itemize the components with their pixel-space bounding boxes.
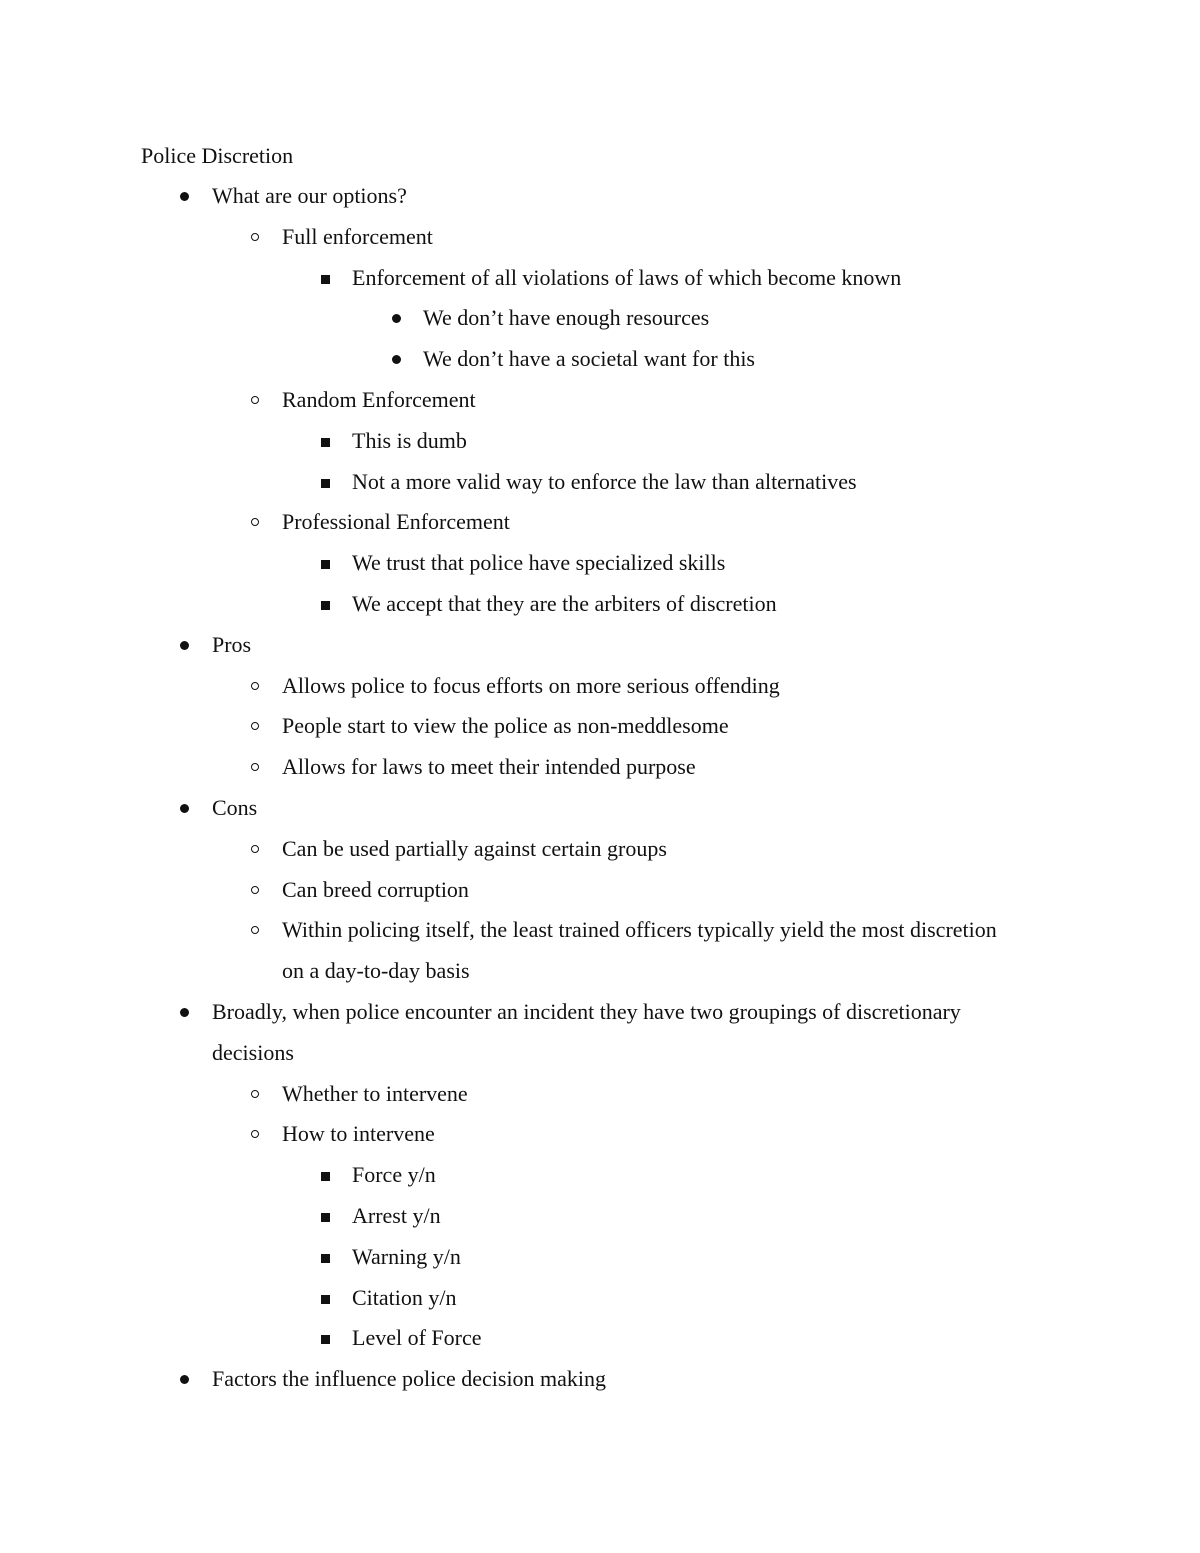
outline-item-level-2-text: Allows police to focus efforts on more serious offending bbox=[282, 672, 780, 698]
disc-bullet-icon bbox=[172, 998, 202, 1026]
square-bullet-icon bbox=[313, 549, 343, 577]
circle-bullet-icon bbox=[243, 1080, 273, 1108]
outline-item-level-2-text: Professional Enforcement bbox=[282, 509, 510, 535]
outline-item-level-3-text: Level of Force bbox=[352, 1325, 482, 1351]
outline-item-level-2-text: People start to view the police as non-meddlesome bbox=[282, 713, 729, 739]
outline-item-level-2-text: Can breed corruption bbox=[282, 876, 469, 902]
circle-bullet-icon bbox=[243, 712, 273, 740]
outline-item-level-2-text: on a day-to-day basis bbox=[282, 958, 470, 984]
outline-item-level-2-text: Whether to intervene bbox=[282, 1080, 468, 1106]
disc-bullet-icon bbox=[384, 304, 414, 332]
square-bullet-icon bbox=[313, 590, 343, 618]
circle-bullet-icon bbox=[243, 508, 273, 536]
circle-bullet-icon bbox=[243, 223, 273, 251]
outline-item-level-2-text: How to intervene bbox=[282, 1121, 435, 1147]
outline-item-level-2-text: Random Enforcement bbox=[282, 387, 476, 412]
outline-item-level-1-text: Broadly, when police encounter an incident they have two groupings of discretionary bbox=[212, 999, 961, 1024]
square-bullet-icon bbox=[313, 427, 343, 455]
circle-bullet-icon bbox=[243, 386, 273, 414]
outline-item-level-3-text: Enforcement of all violations of laws of which become known bbox=[352, 264, 902, 290]
outline-item-level-1-text: Factors the influence police decision making bbox=[212, 1366, 607, 1392]
outline-item-level-2-text: Full enforcement bbox=[282, 223, 433, 249]
square-bullet-icon bbox=[313, 468, 343, 496]
square-bullet-icon bbox=[313, 1284, 343, 1312]
outline-item-level-3-text: We accept that they are the arbiters of discretion bbox=[352, 591, 777, 616]
outline-item-level-2-text: Allows for laws to meet their intended purpose bbox=[282, 754, 696, 780]
outline-item-level-3-text: Not a more valid way to enforce the law than alternatives bbox=[352, 468, 857, 494]
outline-item-level-1-text: What are our options? bbox=[212, 183, 407, 208]
square-bullet-icon bbox=[313, 1324, 343, 1352]
document-title: Police Discretion bbox=[141, 143, 294, 168]
outline-item-level-1-text: decisions bbox=[212, 1039, 294, 1065]
outline-item-level-1-text: Cons bbox=[212, 795, 258, 820]
disc-bullet-icon bbox=[172, 631, 202, 659]
outline-item-level-4-text: We don’t have enough resources bbox=[423, 305, 710, 331]
outline-item-level-3-text: Warning y/n bbox=[352, 1243, 461, 1269]
outline-item-level-2-text: Within policing itself, the least trained officers typically yield the most discretion bbox=[282, 917, 997, 943]
outline-item-level-3-text: We trust that police have specialized skills bbox=[352, 550, 726, 576]
outline-item-level-2-text: Can be used partially against certain groups bbox=[282, 835, 667, 861]
square-bullet-icon bbox=[313, 1161, 343, 1189]
circle-bullet-icon bbox=[243, 835, 273, 863]
circle-bullet-icon bbox=[243, 753, 273, 781]
outline-item-level-3-text: This is dumb bbox=[352, 427, 467, 453]
circle-bullet-icon bbox=[243, 672, 273, 700]
outline-item-level-3-text: Force y/n bbox=[352, 1162, 436, 1188]
circle-bullet-icon bbox=[243, 1120, 273, 1148]
outline-item-level-3-text: Arrest y/n bbox=[352, 1203, 441, 1228]
circle-bullet-icon bbox=[243, 916, 273, 944]
square-bullet-icon bbox=[313, 1243, 343, 1271]
outline-item-level-3-text: Citation y/n bbox=[352, 1284, 457, 1310]
outline-item-level-1-text: Pros bbox=[212, 631, 252, 657]
disc-bullet-icon bbox=[384, 345, 414, 373]
outline-item-level-4-text: We don’t have a societal want for this bbox=[423, 346, 755, 372]
disc-bullet-icon bbox=[172, 182, 202, 210]
disc-bullet-icon bbox=[172, 1365, 202, 1393]
square-bullet-icon bbox=[313, 1202, 343, 1230]
circle-bullet-icon bbox=[243, 876, 273, 904]
square-bullet-icon bbox=[313, 264, 343, 292]
disc-bullet-icon bbox=[172, 794, 202, 822]
